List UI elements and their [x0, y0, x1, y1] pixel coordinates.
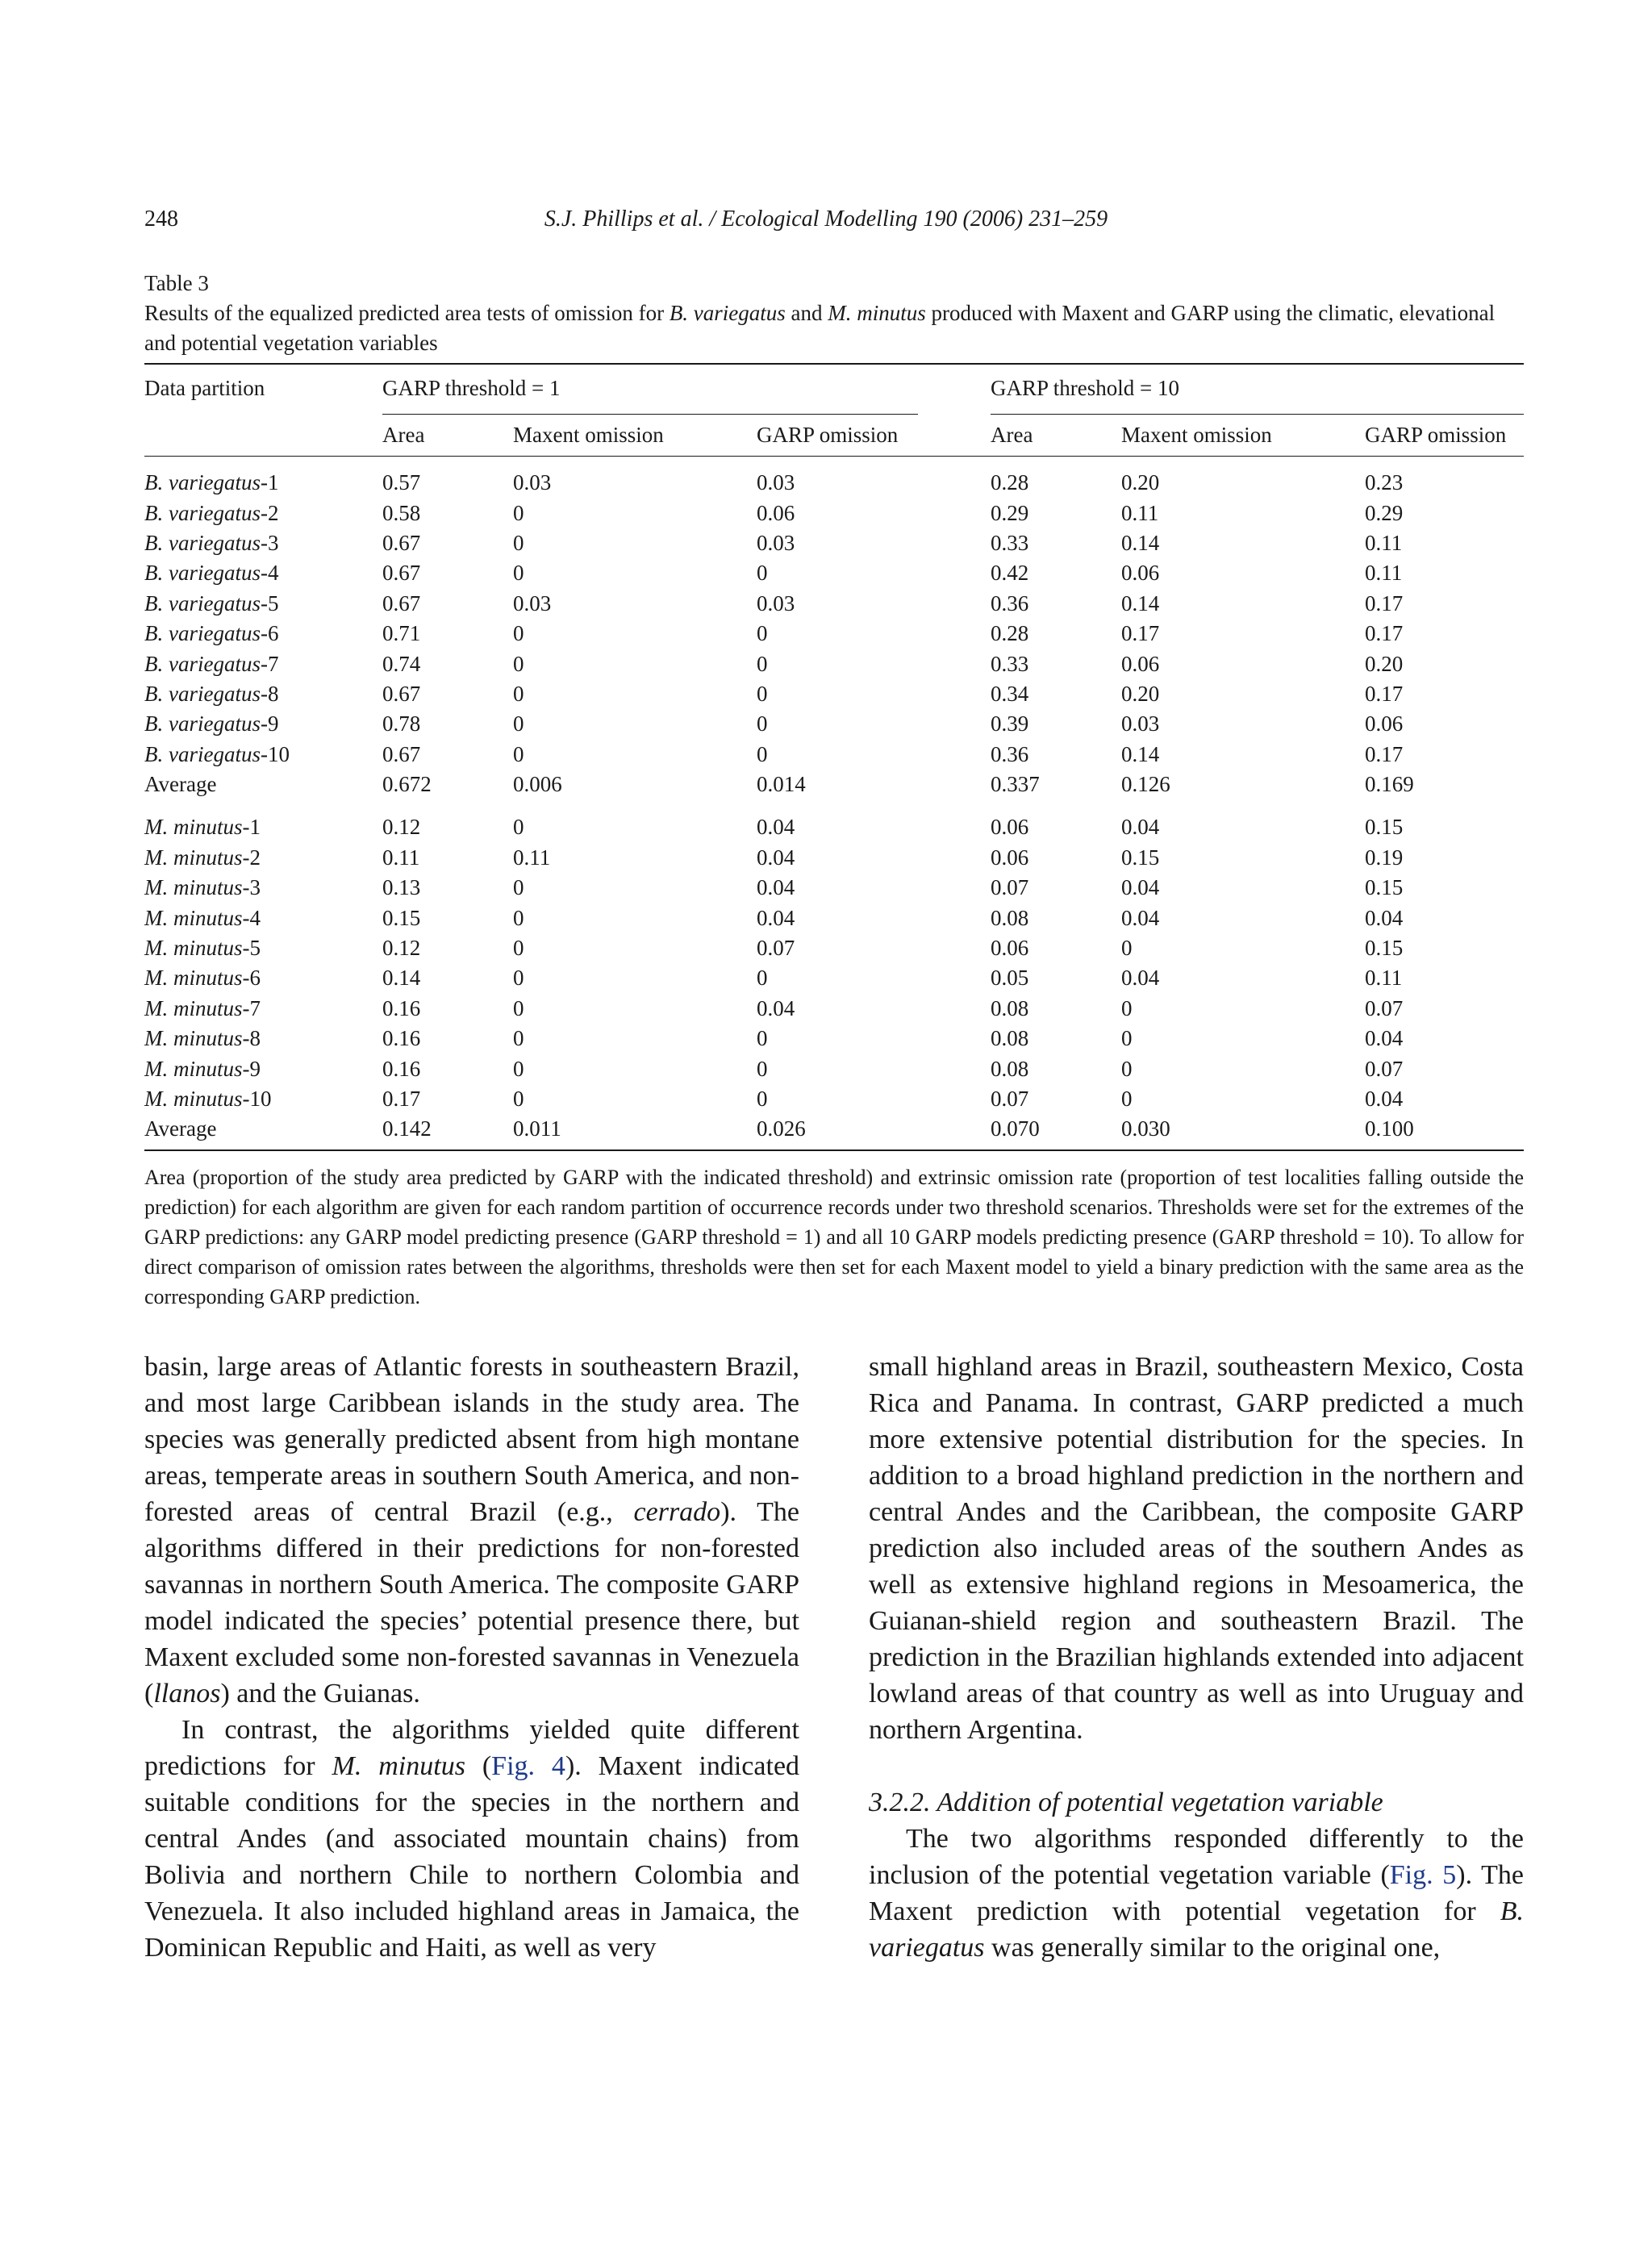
- table-row: [144, 558, 1524, 588]
- table-cell: 0.169: [1365, 772, 1414, 797]
- table-cell: 0.04: [1365, 1087, 1404, 1111]
- table-row: [144, 498, 1524, 528]
- table-cell: 0.33: [991, 530, 1029, 555]
- row-label: B. variegatus-10: [144, 741, 290, 766]
- row-label: Average: [144, 772, 217, 797]
- table-row-average: [144, 770, 1524, 799]
- table-cell: 0.06: [991, 815, 1029, 840]
- table-cell: 0.11: [1121, 500, 1159, 525]
- table-cell: 0.06: [1121, 561, 1160, 586]
- table-cell: 0: [513, 995, 524, 1020]
- row-label: M. minutus-10: [144, 1087, 272, 1111]
- b-variegatus-rows: [144, 457, 1524, 800]
- row-label: M. minutus-3: [144, 875, 261, 900]
- subheader-maxent-omission: Maxent omission: [1121, 423, 1272, 447]
- subheader-area: Area: [382, 423, 425, 447]
- table-cell: 0: [757, 621, 768, 646]
- table-row: [144, 1053, 1524, 1083]
- table-cell: 0.15: [1365, 875, 1404, 900]
- table-cell: 0.04: [757, 815, 795, 840]
- paragraph: basin, large areas of Atlantic forests in southeastern Brazil, and most large Caribbean islands in the study area. The species was generally predicted absent from high montane areas, temperate areas in southern South America, and non-forested areas of central Brazil (e.g., cerrado). The algorithms differed in their predictions for non-forested savannas in northern South America. The composite GARP model indicated the species’ potential presence there, but Maxent excluded some non-forested savannas in Venezuela (llanos) and the Guianas.: [144, 1352, 799, 1709]
- right-column: [869, 1349, 1524, 1966]
- table-cell: 0.15: [1365, 815, 1404, 840]
- table-cell: 0.06: [991, 845, 1029, 870]
- table-3: [144, 268, 1524, 1312]
- table-cell: 0: [757, 1087, 768, 1111]
- paragraph: In contrast, the algorithms yielded quite different predictions for M. minutus (Fig. 4). Maxent indicated suitable conditions for the species in the northern and central Andes (and associated mountain chains) from Bolivia and northern Chile to northern Colombia and Venezuela. It also included highland areas in Jamaica, the Dominican Republic and Haiti, as well as very: [144, 1715, 800, 1963]
- row-label: B. variegatus-6: [144, 621, 279, 646]
- table-cell: 0.14: [1121, 741, 1160, 766]
- table-cell: 0.12: [382, 936, 421, 961]
- results-table: [144, 363, 1524, 1151]
- table-cell: 0.17: [1365, 621, 1404, 646]
- section-heading: 3.2.2. Addition of potential vegetation variable: [869, 1788, 1383, 1817]
- table-cell: 0.17: [1365, 741, 1404, 766]
- table-cell: 0.16: [382, 1026, 421, 1051]
- table-cell: 0.05: [991, 966, 1029, 991]
- table-row: [144, 457, 1524, 499]
- table-row: [144, 963, 1524, 993]
- table-cell: 0.070: [991, 1116, 1040, 1141]
- table-row: [144, 994, 1524, 1024]
- table-cell: 0.15: [382, 905, 421, 930]
- table-cell: 0.78: [382, 711, 421, 736]
- table-cell: 0.36: [991, 590, 1029, 615]
- table-cell: 0.11: [513, 845, 551, 870]
- table-cell: 0.672: [382, 772, 432, 797]
- table-cell: 0.07: [757, 936, 795, 961]
- table-cell: 0.17: [1365, 681, 1404, 706]
- table-cell: 0.67: [382, 681, 421, 706]
- table-cell: 0: [1121, 1056, 1133, 1081]
- table-label: Table 3: [144, 271, 209, 295]
- table-cell: 0.06: [1365, 711, 1404, 736]
- table-cell: 0.011: [513, 1116, 561, 1141]
- table-cell: 0.28: [991, 621, 1029, 646]
- table-cell: 0: [513, 1087, 524, 1111]
- table-cell: 0: [513, 1026, 524, 1051]
- subheader-garp-omission: GARP omission: [1365, 423, 1507, 447]
- table-row: [144, 933, 1524, 963]
- table-cell: 0.030: [1121, 1116, 1170, 1141]
- row-label: M. minutus-9: [144, 1056, 261, 1081]
- subheader-garp-omission: GARP omission: [757, 423, 899, 447]
- row-label: M. minutus-6: [144, 966, 261, 991]
- table-cell: 0.11: [382, 845, 420, 870]
- table-cell: 0.08: [991, 905, 1029, 930]
- table-cell: 0.57: [382, 470, 421, 495]
- header-garp-threshold-1: GARP threshold = 1: [382, 364, 918, 415]
- row-label: M. minutus-2: [144, 845, 261, 870]
- table-cell: 0.04: [1365, 905, 1404, 930]
- table-cell: 0: [513, 711, 524, 736]
- table-cell: 0.28: [991, 470, 1029, 495]
- table-cell: 0.23: [1365, 470, 1404, 495]
- table-cell: 0.11: [1365, 561, 1403, 586]
- table-cell: 0.20: [1121, 681, 1160, 706]
- table-cell: 0: [757, 681, 768, 706]
- table-cell: 0.04: [1121, 815, 1160, 840]
- page-number: 248: [144, 207, 178, 232]
- m-minutus-rows: [144, 799, 1524, 1149]
- table-cell: 0: [757, 1056, 768, 1081]
- table-row: [144, 843, 1524, 873]
- table-cell: 0.03: [513, 590, 552, 615]
- table-cell: 0.67: [382, 530, 421, 555]
- table-cell: 0.20: [1365, 651, 1404, 676]
- subheader-maxent-omission: Maxent omission: [513, 423, 664, 447]
- row-label: B. variegatus-3: [144, 530, 279, 555]
- table-cell: 0.71: [382, 621, 421, 646]
- table-cell: 0: [757, 741, 768, 766]
- table-cell: 0.07: [1365, 995, 1404, 1020]
- table-cell: 0: [513, 530, 524, 555]
- table-cell: 0.06: [1121, 651, 1160, 676]
- table-row: [144, 709, 1524, 739]
- row-label: M. minutus-4: [144, 905, 261, 930]
- table-cell: 0: [757, 561, 768, 586]
- table-row: [144, 799, 1524, 842]
- table-cell: 0.03: [757, 530, 795, 555]
- table-cell: 0.04: [1121, 966, 1160, 991]
- table-cell: 0.15: [1365, 936, 1404, 961]
- table-cell: 0.04: [1365, 1026, 1404, 1051]
- table-cell: 0.142: [382, 1116, 432, 1141]
- table-cell: 0.07: [1365, 1056, 1404, 1081]
- table-cell: 0: [513, 681, 524, 706]
- table-row: [144, 619, 1524, 649]
- table-cell: 0: [513, 561, 524, 586]
- table-cell: 0.04: [757, 995, 795, 1020]
- table-cell: 0.03: [513, 470, 552, 495]
- table-row: [144, 873, 1524, 903]
- table-cell: 0.20: [1121, 470, 1160, 495]
- running-head: S.J. Phillips et al. / Ecological Modelling 190 (2006) 231–259: [544, 207, 1108, 232]
- table-cell: 0.100: [1365, 1116, 1414, 1141]
- row-label: B. variegatus-8: [144, 681, 279, 706]
- table-cell: 0.04: [757, 845, 795, 870]
- table-cell: 0.67: [382, 741, 421, 766]
- table-cell: 0: [1121, 936, 1133, 961]
- table-cell: 0: [1121, 1026, 1133, 1051]
- table-cell: 0: [513, 621, 524, 646]
- table-cell: 0.14: [1121, 590, 1160, 615]
- table-cell: 0.29: [1365, 500, 1404, 525]
- table-cell: 0: [757, 1026, 768, 1051]
- table-row: [144, 740, 1524, 770]
- table-cell: 0.74: [382, 651, 421, 676]
- table-cell: 0.08: [991, 995, 1029, 1020]
- table-row-average: [144, 1114, 1524, 1149]
- table-cell: 0: [513, 500, 524, 525]
- table-cell: 0.58: [382, 500, 421, 525]
- table-caption: Results of the equalized predicted area tests of omission for B. variegatus and M. minutus produced with Maxent and GARP using the climatic, elevational and potential vegetation variables: [144, 301, 1496, 355]
- row-label: M. minutus-1: [144, 815, 261, 840]
- figure-link-fig-5[interactable]: Fig. 5: [1389, 1860, 1457, 1890]
- table-cell: 0.19: [1365, 845, 1404, 870]
- table-cell: 0.42: [991, 561, 1029, 586]
- table-cell: 0.11: [1365, 530, 1403, 555]
- table-cell: 0: [513, 651, 524, 676]
- subheader-area: Area: [991, 423, 1033, 447]
- table-cell: 0.36: [991, 741, 1029, 766]
- table-cell: 0.11: [1365, 966, 1403, 991]
- table-cell: 0.08: [991, 1026, 1029, 1051]
- row-label: B. variegatus-4: [144, 561, 279, 586]
- table-cell: 0.17: [382, 1087, 421, 1111]
- header-data-partition: Data partition: [144, 376, 265, 401]
- table-cell: 0.026: [757, 1116, 806, 1141]
- table-cell: 0.29: [991, 500, 1029, 525]
- table-cell: 0.67: [382, 561, 421, 586]
- table-cell: 0.16: [382, 995, 421, 1020]
- table-cell: 0.07: [991, 1087, 1029, 1111]
- table-cell: 0.04: [757, 905, 795, 930]
- table-cell: 0.07: [991, 875, 1029, 900]
- table-cell: 0.03: [757, 470, 795, 495]
- row-label: Average: [144, 1116, 217, 1141]
- row-label: B. variegatus-1: [144, 470, 279, 495]
- table-cell: 0: [513, 936, 524, 961]
- table-cell: 0.04: [757, 875, 795, 900]
- row-label: M. minutus-7: [144, 995, 261, 1020]
- table-cell: 0.67: [382, 590, 421, 615]
- table-row: [144, 528, 1524, 558]
- table-cell: 0: [513, 966, 524, 991]
- table-row: [144, 679, 1524, 709]
- table-cell: 0.33: [991, 651, 1029, 676]
- table-cell: 0.12: [382, 815, 421, 840]
- table-cell: 0: [513, 815, 524, 840]
- table-cell: 0.04: [1121, 875, 1160, 900]
- table-cell: 0: [1121, 995, 1133, 1020]
- table-cell: 0: [513, 905, 524, 930]
- table-cell: 0.14: [1121, 530, 1160, 555]
- header-garp-threshold-10: GARP threshold = 10: [991, 364, 1524, 415]
- left-column: [144, 1349, 799, 1966]
- table-cell: 0.14: [382, 966, 421, 991]
- row-label: M. minutus-5: [144, 936, 261, 961]
- table-cell: 0.34: [991, 681, 1029, 706]
- table-cell: 0.06: [757, 500, 795, 525]
- table-cell: 0.39: [991, 711, 1029, 736]
- table-cell: 0.126: [1121, 772, 1170, 797]
- paragraph: small highland areas in Brazil, southeastern Mexico, Costa Rica and Panama. In contrast, GARP predicted a much more extensive potential distribution for the species. In addition to a broad highland prediction in the northern and central Andes and the Caribbean, the composite GARP prediction also included areas of the southern Andes as well as extensive highland regions in Mesoamerica, the Guianan-shield region and southeastern Brazil. The prediction in the Brazilian highlands extended into adjacent lowland areas of that country as well as into Uruguay and northern Argentina.: [869, 1352, 1524, 1745]
- table-row: [144, 1024, 1524, 1053]
- table-cell: 0.13: [382, 875, 421, 900]
- row-label: B. variegatus-9: [144, 711, 279, 736]
- table-cell: 0.16: [382, 1056, 421, 1081]
- table-row: [144, 589, 1524, 619]
- row-label: B. variegatus-7: [144, 651, 279, 676]
- table-cell: 0: [513, 1056, 524, 1081]
- table-cell: 0: [757, 651, 768, 676]
- table-cell: 0.17: [1365, 590, 1404, 615]
- row-label: B. variegatus-2: [144, 500, 279, 525]
- table-cell: 0: [513, 741, 524, 766]
- table-cell: 0: [1121, 1087, 1133, 1111]
- table-cell: 0.08: [991, 1056, 1029, 1081]
- table-row: [144, 903, 1524, 932]
- table-cell: 0: [513, 875, 524, 900]
- table-cell: 0: [757, 711, 768, 736]
- row-label: B. variegatus-5: [144, 590, 279, 615]
- table-cell: 0: [757, 966, 768, 991]
- table-cell: 0.03: [1121, 711, 1160, 736]
- table-cell: 0.17: [1121, 621, 1160, 646]
- table-cell: 0.337: [991, 772, 1040, 797]
- table-row: [144, 649, 1524, 678]
- row-label: M. minutus-8: [144, 1026, 261, 1051]
- table-cell: 0.03: [757, 590, 795, 615]
- table-footnote: Area (proportion of the study area predicted by GARP with the indicated threshold) and extrinsic omission rate (proportion of test localities falling outside the prediction) for each algorithm are given for each random partition of occurrence records under two threshold scenarios. Thresholds were set for the extremes of the GARP predictions: any GARP model predicting presence (GARP threshold = 1) and all 10 GARP models predicting presence (GARP threshold = 10). To allow for direct comparison of omission rates between the algorithms, thresholds were then set for each Maxent model to yield a binary prediction with the same area as the corresponding GARP prediction.: [144, 1165, 1524, 1308]
- table-cell: 0.06: [991, 936, 1029, 961]
- table-cell: 0.014: [757, 772, 806, 797]
- table-cell: 0.15: [1121, 845, 1160, 870]
- paragraph: The two algorithms responded differently to the inclusion of the potential vegetation variable (Fig. 5). The Maxent prediction with potential vegetation for B. variegatus was generally similar to the original one,: [869, 1824, 1524, 1963]
- table-row: [144, 1084, 1524, 1114]
- table-cell: 0.006: [513, 772, 562, 797]
- table-cell: 0.04: [1121, 905, 1160, 930]
- figure-link-fig-4[interactable]: Fig. 4: [491, 1751, 565, 1781]
